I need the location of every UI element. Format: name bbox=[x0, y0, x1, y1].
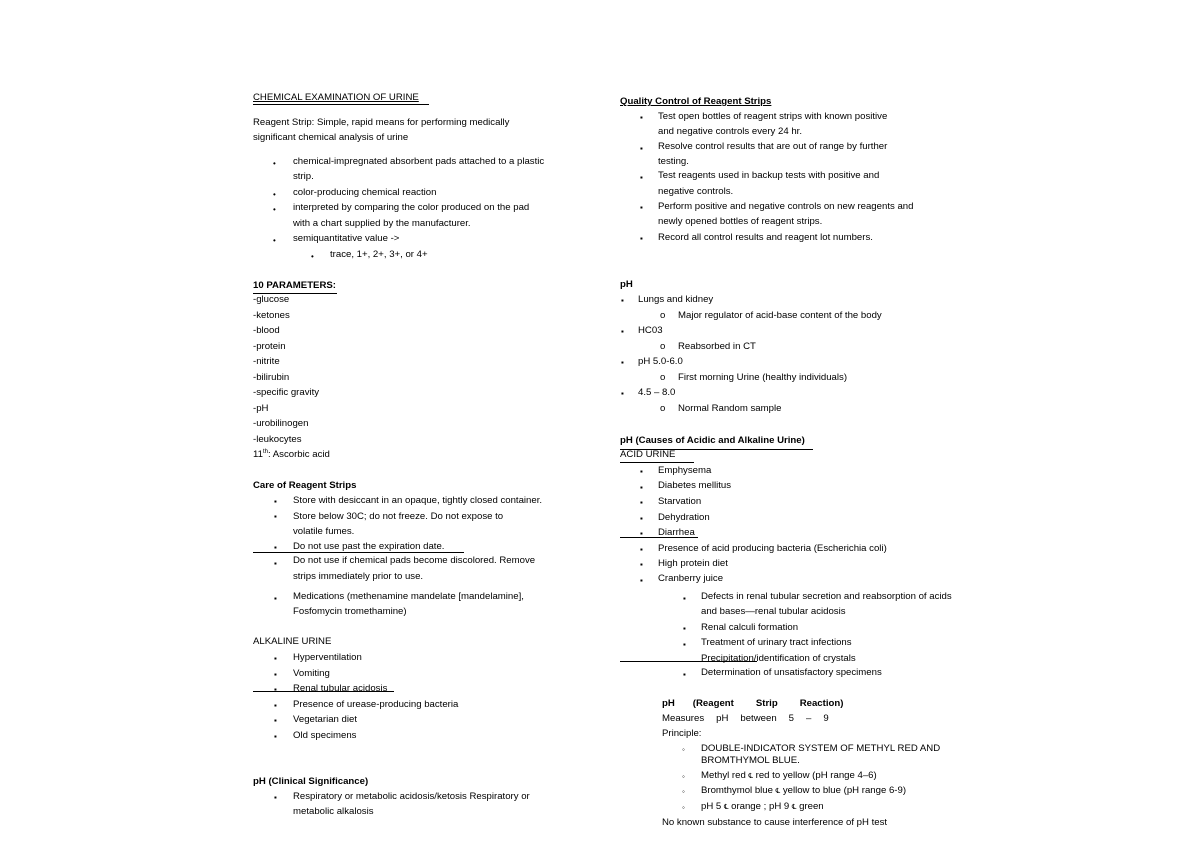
care-item: volatile fumes. bbox=[293, 526, 355, 537]
qc-item: Resolve control results that are out of range by further bbox=[658, 141, 888, 152]
measures-word: 5 bbox=[788, 713, 795, 724]
small-circle-bullet-icon: ◦ bbox=[682, 803, 685, 812]
square-bullet-icon: ▪ bbox=[274, 716, 277, 725]
measures-word: 9 bbox=[823, 713, 829, 724]
ph-item: pH 5.0-6.0 bbox=[638, 356, 683, 367]
acid-subitem: Defects in renal tubular secretion and reabsorption of acids bbox=[701, 591, 952, 602]
heading-word: Strip bbox=[755, 698, 778, 709]
parameter-item-eleventh bbox=[253, 447, 330, 463]
bullet-icon: • bbox=[311, 252, 314, 261]
square-bullet-icon: ▪ bbox=[274, 559, 277, 568]
square-bullet-icon: ▪ bbox=[274, 701, 277, 710]
ph-subitem: Major regulator of acid-base content of the body bbox=[678, 310, 882, 321]
square-bullet-icon: ▪ bbox=[640, 498, 643, 507]
parameter-item: -blood bbox=[253, 325, 280, 336]
subsection-heading: ACID URINE bbox=[620, 449, 676, 460]
principle-item: DOUBLE-INDICATOR SYSTEM OF METHYL RED AND bbox=[701, 743, 941, 754]
heading-word: pH bbox=[662, 698, 675, 709]
principle-item: Methyl red ℄ red to yellow (pH range 4–6) bbox=[701, 770, 877, 781]
bullet-icon: • bbox=[273, 190, 276, 199]
qc-item: negative controls. bbox=[658, 186, 734, 197]
square-bullet-icon: ▪ bbox=[274, 543, 277, 552]
ph-item: HC03 bbox=[638, 325, 663, 336]
acid-subitem: Determination of unsatisfactory specimens bbox=[701, 667, 882, 678]
acid-item: Emphysema bbox=[658, 465, 712, 476]
list-item: semiquantitative value -> bbox=[293, 233, 400, 244]
list-item: color-producing chemical reaction bbox=[293, 187, 437, 198]
alkaline-item: Renal tubular acidosis bbox=[293, 683, 388, 694]
small-circle-bullet-icon: ◦ bbox=[682, 772, 685, 781]
alkaline-item: Vomiting bbox=[293, 668, 330, 679]
section-heading: Quality Control of Reagent Strips bbox=[620, 96, 772, 107]
parameter-item: -glucose bbox=[253, 294, 290, 305]
arrow-icon: ℄ bbox=[748, 773, 753, 780]
alkaline-item: Vegetarian diet bbox=[293, 714, 358, 725]
care-item: Do not use if chemical pads become discolored. Remove bbox=[293, 555, 536, 566]
square-bullet-icon: ▪ bbox=[640, 144, 643, 153]
square-bullet-icon: ▪ bbox=[640, 560, 643, 569]
eleventh-superscript: th bbox=[262, 449, 268, 455]
parameter-item: -bilirubin bbox=[253, 372, 290, 383]
ph-item: Lungs and kidney bbox=[638, 294, 714, 305]
qc-item: testing. bbox=[658, 156, 689, 167]
square-bullet-icon: ▪ bbox=[640, 113, 643, 122]
ph-subitem: Reabsorbed in CT bbox=[678, 341, 756, 352]
acid-item: High protein diet bbox=[658, 558, 728, 569]
qc-item: and negative controls every 24 hr. bbox=[658, 126, 802, 137]
section-heading: 10 PARAMETERS: bbox=[253, 280, 336, 291]
circle-marker-icon: o bbox=[660, 403, 666, 414]
square-bullet-icon: ▪ bbox=[640, 203, 643, 212]
acid-item: Dehydration bbox=[658, 512, 710, 523]
section-heading: ALKALINE URINE bbox=[253, 636, 332, 647]
divider-rule bbox=[620, 537, 698, 538]
arrow-icon: ℄ bbox=[723, 804, 729, 811]
circle-marker-icon: o bbox=[660, 372, 666, 383]
arrow-icon: ℄ bbox=[775, 788, 781, 795]
arrow-icon: ℄ bbox=[791, 804, 797, 811]
square-bullet-icon: ▪ bbox=[640, 576, 643, 585]
ph-item: 4.5 – 8.0 bbox=[638, 387, 676, 398]
eleventh-text: : Ascorbic acid bbox=[267, 449, 330, 460]
reagent-reaction-heading bbox=[662, 696, 843, 712]
square-bullet-icon: ▪ bbox=[621, 296, 624, 305]
square-bullet-icon: ▪ bbox=[621, 389, 624, 398]
heading-word: (Reagent bbox=[692, 698, 734, 709]
principle-item: pH 5 ℄ orange ; pH 9 ℄ green bbox=[701, 801, 824, 812]
list-item: chemical-impregnated absorbent pads attached to a plastic bbox=[293, 156, 545, 167]
parameter-item: -pH bbox=[253, 403, 269, 414]
bullet-icon: • bbox=[273, 159, 276, 168]
clinical-item: metabolic alkalosis bbox=[293, 806, 374, 817]
measures-word: between bbox=[740, 713, 777, 724]
section-heading: pH (Clinical Significance) bbox=[253, 776, 369, 787]
square-bullet-icon: ▪ bbox=[683, 594, 686, 603]
alkaline-item: Old specimens bbox=[293, 730, 357, 741]
square-bullet-icon: ▪ bbox=[621, 358, 624, 367]
ph-subitem: Normal Random sample bbox=[678, 403, 782, 414]
qc-item: Record all control results and reagent lot numbers. bbox=[658, 232, 873, 243]
square-bullet-icon: ▪ bbox=[274, 512, 277, 521]
care-item: Store with desiccant in an opaque, tightly closed container. bbox=[293, 495, 543, 506]
bullet-icon: • bbox=[273, 236, 276, 245]
parameter-item: -nitrite bbox=[253, 356, 280, 367]
parameter-item: -specific gravity bbox=[253, 387, 320, 398]
small-circle-bullet-icon: ◦ bbox=[682, 787, 685, 796]
acid-subitem: Treatment of urinary tract infections bbox=[701, 637, 852, 648]
square-bullet-icon: ▪ bbox=[274, 497, 277, 506]
divider-rule bbox=[620, 661, 757, 662]
principle-item: BROMTHYMOL BLUE. bbox=[701, 755, 800, 766]
measures-word: pH bbox=[716, 713, 729, 724]
alkaline-item: Presence of urease-producing bacteria bbox=[293, 699, 459, 710]
care-item: Do not use past the expiration date. bbox=[293, 541, 445, 552]
square-bullet-icon: ▪ bbox=[274, 732, 277, 741]
ph-subitem: First morning Urine (healthy individuals) bbox=[678, 372, 848, 383]
reagent-strip-intro: significant chemical analysis of urine bbox=[253, 132, 409, 143]
clinical-item: Respiratory or metabolic acidosis/ketosis Respiratory or bbox=[293, 791, 530, 802]
square-bullet-icon: ▪ bbox=[621, 327, 624, 336]
acid-item: Starvation bbox=[658, 496, 702, 507]
square-bullet-icon: ▪ bbox=[274, 670, 277, 679]
circle-marker-icon: o bbox=[660, 310, 666, 321]
qc-item: Test reagents used in backup tests with positive and bbox=[658, 170, 880, 181]
care-item: strips immediately prior to use. bbox=[293, 571, 424, 582]
measures-word: Measures bbox=[662, 713, 705, 724]
square-bullet-icon: ▪ bbox=[683, 640, 686, 649]
title-underline bbox=[253, 104, 429, 105]
acid-subitem: and bases—renal tubular acidosis bbox=[701, 606, 846, 617]
acid-subitem: Renal calculi formation bbox=[701, 622, 799, 633]
section-heading: pH bbox=[620, 279, 633, 290]
reagent-strip-intro: Reagent Strip: Simple, rapid means for performing medically bbox=[253, 117, 510, 128]
divider-rule bbox=[620, 449, 813, 450]
care-item: Fosfomycin tromethamine) bbox=[293, 606, 407, 617]
square-bullet-icon: ▪ bbox=[683, 670, 686, 679]
square-bullet-icon: ▪ bbox=[640, 514, 643, 523]
square-bullet-icon: ▪ bbox=[640, 483, 643, 492]
principle-item: Bromthymol blue ℄ yellow to blue (pH range 6-9) bbox=[701, 785, 907, 796]
qc-item: newly opened bottles of reagent strips. bbox=[658, 216, 823, 227]
measures-line bbox=[662, 711, 829, 727]
square-bullet-icon: ▪ bbox=[274, 685, 277, 694]
section-heading: pH (Causes of Acidic and Alkaline Urine) bbox=[620, 435, 805, 446]
square-bullet-icon: ▪ bbox=[274, 654, 277, 663]
care-item: Store below 30C; do not freeze. Do not expose to bbox=[293, 511, 504, 522]
square-bullet-icon: ▪ bbox=[640, 545, 643, 554]
square-bullet-icon: ▪ bbox=[274, 594, 277, 603]
square-bullet-icon: ▪ bbox=[683, 624, 686, 633]
square-bullet-icon: ▪ bbox=[640, 234, 643, 243]
list-item: interpreted by comparing the color produced on the pad bbox=[293, 202, 530, 213]
acid-subitem: Precipitation/identification of crystals bbox=[701, 653, 856, 664]
eleventh-number: 11 bbox=[253, 449, 263, 460]
list-item: with a chart supplied by the manufacturer. bbox=[293, 218, 471, 229]
principle-label: Principle: bbox=[662, 728, 702, 739]
section-heading: Care of Reagent Strips bbox=[253, 480, 357, 491]
square-bullet-icon: ▪ bbox=[274, 793, 277, 802]
qc-item: Test open bottles of reagent strips with known positive bbox=[658, 111, 888, 122]
qc-item: Perform positive and negative controls on new reagents and bbox=[658, 201, 914, 212]
footer-note: No known substance to cause interference of pH test bbox=[662, 817, 888, 828]
small-circle-bullet-icon: ◦ bbox=[682, 745, 685, 754]
acid-item: Diarrhea bbox=[658, 527, 695, 538]
care-item: Medications (methenamine mandelate [mandelamine], bbox=[293, 591, 524, 602]
page-title: CHEMICAL EXAMINATION OF URINE bbox=[253, 92, 419, 103]
square-bullet-icon: ▪ bbox=[640, 467, 643, 476]
acid-item: Presence of acid producing bacteria (Escherichia coli) bbox=[658, 543, 887, 554]
acid-item: Diabetes mellitus bbox=[658, 480, 732, 491]
measures-word: – bbox=[806, 713, 812, 724]
parameter-item: -protein bbox=[253, 341, 286, 352]
square-bullet-icon: ▪ bbox=[640, 173, 643, 182]
alkaline-item: Hyperventilation bbox=[293, 652, 362, 663]
circle-marker-icon: o bbox=[660, 341, 666, 352]
square-bullet-icon: ▪ bbox=[640, 529, 643, 538]
acid-item: Cranberry juice bbox=[658, 573, 724, 584]
divider-rule bbox=[253, 691, 394, 692]
heading-word: Reaction) bbox=[799, 698, 844, 709]
parameter-item: -leukocytes bbox=[253, 434, 302, 445]
list-item: trace, 1+, 2+, 3+, or 4+ bbox=[330, 249, 428, 260]
bullet-icon: • bbox=[273, 205, 276, 214]
list-item: strip. bbox=[293, 171, 314, 182]
parameter-item: -ketones bbox=[253, 310, 290, 321]
parameter-item: -urobilinogen bbox=[253, 418, 309, 429]
